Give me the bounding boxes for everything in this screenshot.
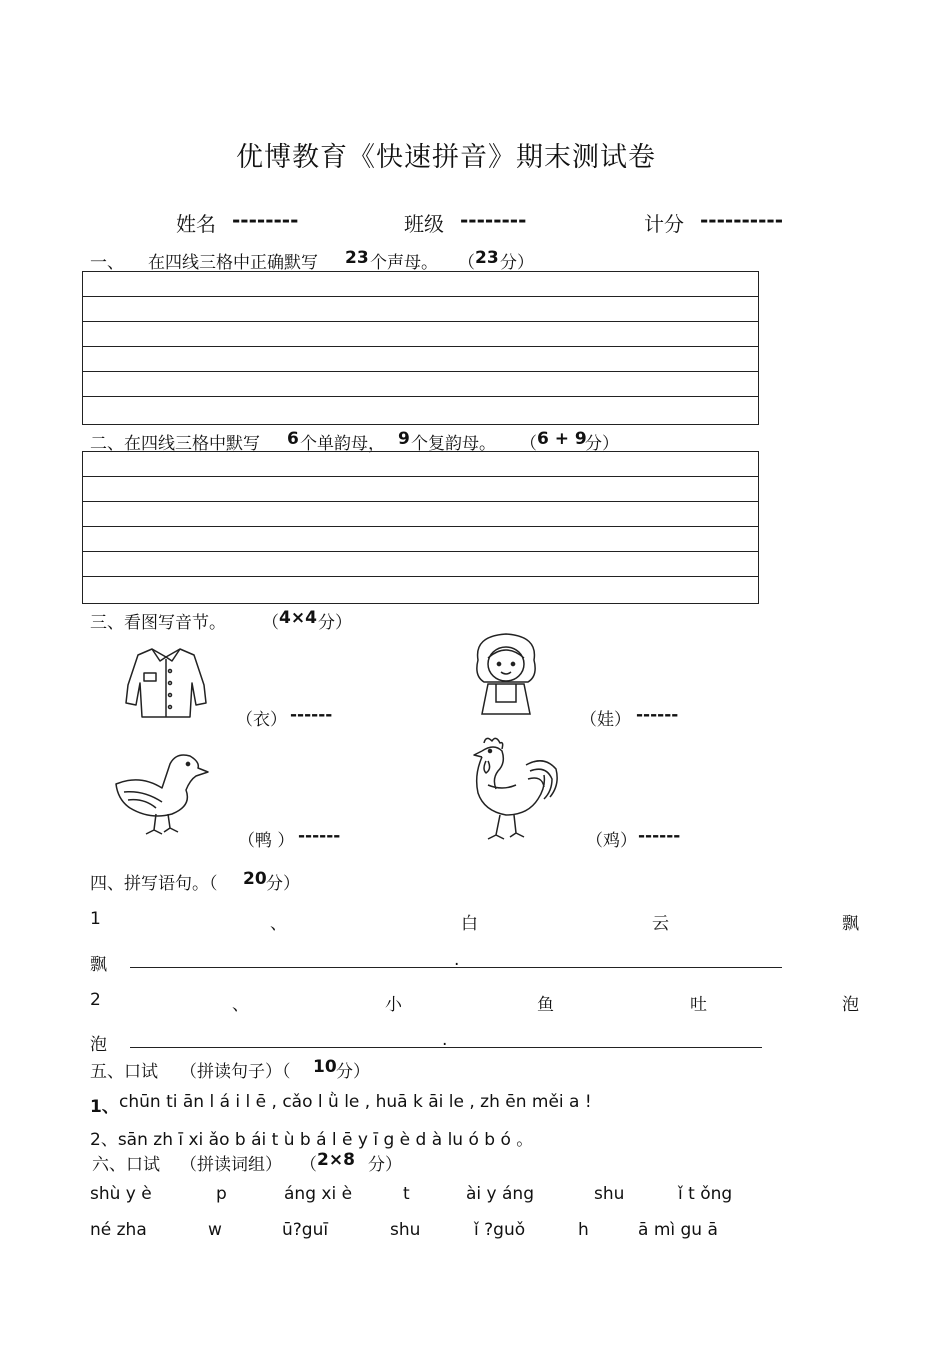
q1-char-piao-2: 飘 — [90, 955, 107, 975]
section-5-sub: （拼读句子）（ — [180, 1062, 291, 1082]
word-1-3: áng xi è — [284, 1184, 353, 1204]
item-duck-blank[interactable]: ------ — [298, 826, 341, 846]
q2-comma: 、 — [232, 995, 249, 1015]
grid-line — [83, 272, 758, 297]
grid-line — [83, 397, 758, 422]
section-1-score-close: 分） — [500, 253, 534, 273]
word-2-1: né zha — [90, 1220, 147, 1240]
section-2-text-2: 个复韵母。 — [411, 434, 496, 454]
q2-period: . — [442, 1030, 448, 1050]
section-1-score: 23 — [475, 248, 499, 268]
word-2-5: ǐ ?guǒ — [474, 1220, 526, 1240]
word-2-3: ū?guī — [282, 1220, 329, 1240]
q2-char-yu: 鱼 — [537, 995, 554, 1015]
word-1-7: ǐ t ǒng — [678, 1184, 733, 1204]
section-6-score-close: 分） — [368, 1155, 402, 1175]
q1-char-bai: 白 — [461, 914, 478, 934]
page-title: 优博教育《快速拼音》期末测试卷 — [236, 142, 656, 173]
section-1-text: 在四线三格中正确默写 — [148, 253, 318, 273]
q2-char-tu: 吐 — [690, 995, 707, 1015]
item-clothes-label: （衣） — [236, 710, 287, 730]
q1-char-piao: 飘 — [842, 914, 859, 934]
item-clothes-blank[interactable]: ------ — [290, 705, 333, 725]
section-1-number: 一、 — [90, 253, 124, 273]
section-3-score-open: （ — [262, 613, 279, 633]
class-label: 班级 — [404, 212, 444, 236]
sentence-1: chūn ti ān l á i l ē , cǎo l ǜ le , huā k āi le , zh ēn měi a ! — [119, 1092, 592, 1112]
word-2-7: ā mì gu ā — [638, 1220, 718, 1240]
section-6-score: 2×8 — [317, 1150, 355, 1170]
section-2-score-open: （ — [520, 434, 537, 454]
class-blank: -------- — [460, 208, 527, 232]
q2-char-xiao: 小 — [385, 995, 402, 1015]
q2-char-pao: 泡 — [842, 995, 859, 1015]
grid-line — [83, 452, 758, 477]
section-3-score-close: 分） — [318, 613, 352, 633]
section-2-text: 二、在四线三格中默写 — [90, 434, 260, 454]
grid-line — [83, 372, 758, 397]
section-3-text: 三、看图写音节。 — [90, 613, 226, 633]
item-doll-blank[interactable]: ------ — [636, 705, 679, 725]
girl-picture — [468, 630, 544, 718]
item-chicken-label: （鸡） — [586, 831, 637, 851]
name-blank: -------- — [232, 208, 299, 232]
grid-line — [83, 552, 758, 577]
word-1-5: ài y áng — [466, 1184, 534, 1204]
word-2-2: w — [208, 1220, 222, 1240]
word-2-4: shu — [390, 1220, 421, 1240]
section-3-score: 4×4 — [279, 608, 317, 628]
writing-grid-1[interactable] — [82, 271, 759, 425]
word-2-6: h — [578, 1220, 589, 1240]
section-4-score-close: 分） — [266, 874, 300, 894]
score-blank: ---------- — [700, 208, 784, 232]
sentence-1-number: 1、 — [90, 1097, 119, 1117]
section-6-score-open: （ — [300, 1155, 317, 1175]
section-5-score: 10 — [313, 1057, 337, 1077]
q1-char-yun: 云 — [652, 914, 669, 934]
sentence-2: 2、sān zh ī xi ǎo b ái t ù b á l ē y ī g è d à lu ó b ó 。 — [90, 1130, 534, 1150]
section-1-text2: 个声母。 — [370, 253, 438, 273]
section-5-text: 五、口试 — [90, 1062, 158, 1082]
item-chicken-blank[interactable]: ------ — [638, 826, 681, 846]
section-6-text: 六、口试 — [92, 1155, 160, 1175]
duck-picture — [110, 750, 214, 838]
section-2-count-1: 6 — [287, 429, 299, 449]
section-2-text-1: 个单韵母， — [300, 434, 385, 454]
section-4-score: 20 — [243, 869, 267, 889]
word-1-2: p — [216, 1184, 227, 1204]
section-2-count-2: 9 — [398, 429, 410, 449]
grid-line — [83, 477, 758, 502]
q2-char-pao-2: 泡 — [90, 1035, 107, 1055]
grid-line — [83, 502, 758, 527]
grid-line — [83, 297, 758, 322]
item-duck-label: （鸭 ） — [238, 831, 295, 851]
score-label: 计分 — [644, 212, 684, 236]
grid-line — [83, 322, 758, 347]
section-4-text: 四、拼写语句。（ — [90, 874, 218, 894]
item-doll-label: （娃） — [580, 710, 631, 730]
word-1-4: t — [403, 1184, 410, 1204]
grid-line — [83, 577, 758, 602]
q2-number: 2 — [90, 990, 101, 1010]
name-label: 姓名 — [176, 212, 216, 236]
section-2-score: 6 + 9 — [537, 429, 587, 449]
section-2-score-close: 分） — [585, 434, 619, 454]
rooster-picture — [466, 735, 562, 841]
grid-line — [83, 527, 758, 552]
section-1-score-open: （ — [458, 253, 475, 273]
word-1-6: shu — [594, 1184, 625, 1204]
shirt-picture — [122, 645, 210, 721]
section-1-count: 23 — [345, 248, 369, 268]
word-1-1: shù y è — [90, 1184, 152, 1204]
q1-comma: 、 — [270, 914, 287, 934]
q1-number: 1 — [90, 909, 101, 929]
grid-line — [83, 347, 758, 372]
section-6-sub: （拼读词组） — [180, 1155, 282, 1175]
q1-period: . — [454, 950, 460, 970]
writing-grid-2[interactable] — [82, 451, 759, 604]
section-5-score-close: 分） — [336, 1062, 370, 1082]
